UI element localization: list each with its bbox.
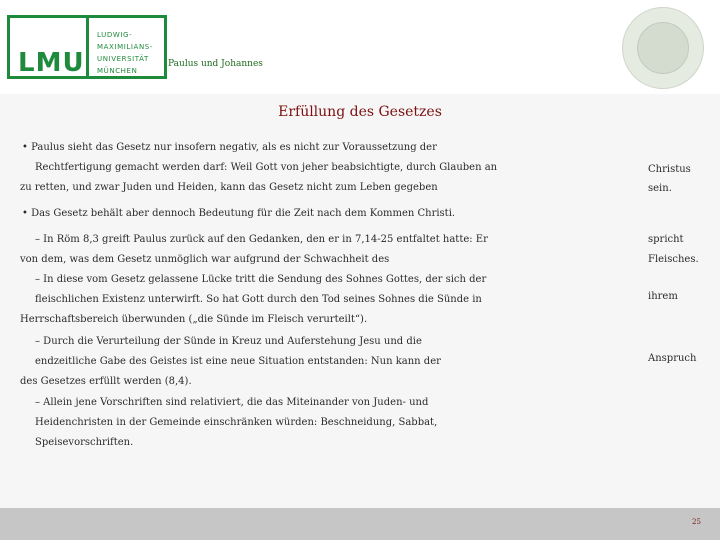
paragraph-line: Herrschaftsbereich überwunden („die Sünde im Fleisch verurteilt“). — [20, 314, 368, 325]
lmu-logo-box — [7, 15, 89, 79]
university-name-line: MAXIMILIANS- — [97, 43, 153, 51]
lmu-logo — [7, 15, 165, 79]
university-name-line: LUDWIG- — [97, 31, 133, 39]
side-word: sein. — [648, 183, 672, 194]
paragraph-line: – In diese vom Gesetz gelassene Lücke tritt die Sendung des Sohnes Gottes, der sich der — [35, 274, 487, 285]
paragraph-line: Heidenchristen in der Gemeinde einschränken würden: Beschneidung, Sabbat, — [35, 417, 438, 428]
header-title: Paulus und Johannes — [168, 59, 263, 69]
paragraph-line: • Paulus sieht das Gesetz nur insofern negativ, als es nicht zur Voraussetzung der — [22, 142, 437, 153]
header — [0, 0, 720, 94]
paragraph-line: Speisevorschriften. — [35, 437, 134, 448]
slide-title: Erfüllung des Gesetzes — [278, 104, 442, 120]
side-word: ihrem — [648, 291, 678, 302]
paragraph-line: zu retten, und zwar Juden und Heiden, kann das Gesetz nicht zum Leben gegeben — [20, 182, 438, 193]
seal-center — [637, 22, 689, 74]
paragraph-line: des Gesetzes erfüllt werden (8,4). — [20, 376, 192, 387]
university-seal-icon — [622, 7, 704, 89]
footer — [0, 508, 720, 540]
side-word: Fleisches. — [648, 254, 699, 265]
paragraph-line: fleischlichen Existenz unterwirft. So hat Gott durch den Tod seines Sohnes die Sünde in — [35, 294, 482, 305]
side-word: Christus — [648, 164, 691, 175]
paragraph-line: Rechtfertigung gemacht werden darf: Weil Gott von jeher beabsichtigte, durch Glauben an — [35, 162, 498, 173]
paragraph-line: • Das Gesetz behält aber dennoch Bedeutung für die Zeit nach dem Kommen Christi. — [22, 208, 456, 219]
paragraph-line: von dem, was dem Gesetz unmöglich war aufgrund der Schwachheit des — [20, 254, 390, 265]
paragraph-line: endzeitliche Gabe des Geistes ist eine neue Situation entstanden: Nun kann der — [35, 356, 441, 367]
university-name-line: UNIVERSITÄT — [97, 55, 149, 63]
side-word: Anspruch — [648, 353, 697, 364]
university-name-line: MÜNCHEN — [97, 67, 138, 75]
page-number: 25 — [692, 518, 701, 526]
paragraph-line: – In Röm 8,3 greift Paulus zurück auf den Gedanken, den er in 7,14-25 entfaltet hatte: Er — [35, 234, 488, 245]
slide-content — [0, 94, 720, 508]
side-word: spricht — [648, 234, 684, 245]
lmu-logo-abbr: LMU — [18, 48, 85, 78]
paragraph-line: – Durch die Verurteilung der Sünde in Kreuz und Auferstehung Jesu und die — [35, 336, 422, 347]
university-name-box — [89, 15, 167, 79]
paragraph-line: – Allein jene Vorschriften sind relativiert, die das Miteinander von Juden- und — [35, 397, 429, 408]
